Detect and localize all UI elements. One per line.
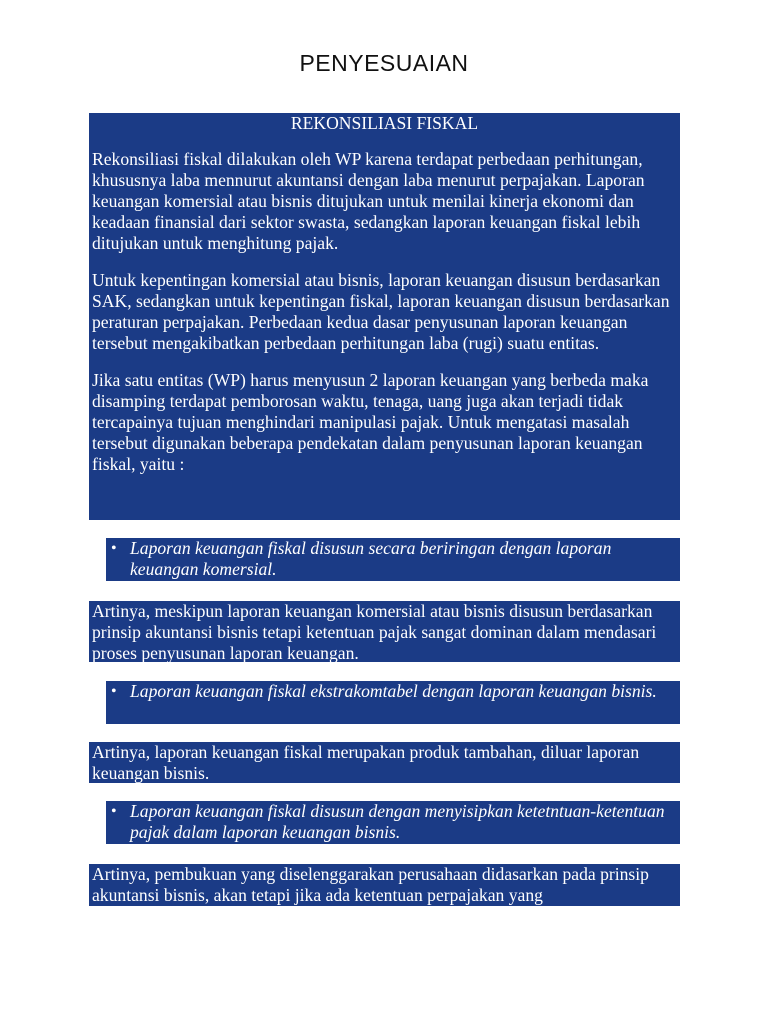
approach-explanation-3: Artinya, pembukuan yang diselenggarakan perusahaan didasarkan pada prinsip akuntansi bisnis, akan tetapi jika ada ketentuan perpajakan yang — [89, 864, 680, 906]
paragraph-1: Rekonsiliasi fiskal dilakukan oleh WP karena terdapat perbedaan perhitungan, khususnya laba mennurut akuntansi dengan laba menurut perpajakan. Laporan keuangan komersial atau bisnis ditujukan untuk menilai kinerja ekonomi dan keadaan finansial dari sektor swasta, sedangkan laporan keuangan fiskal lebih ditujukan untuk menghitung pajak. — [92, 149, 645, 253]
bullet-icon: • — [111, 540, 117, 557]
approach-title: Laporan keuangan fiskal ekstrakomtabel dengan laporan keuangan bisnis. — [130, 681, 657, 701]
approach-explanation-1: Artinya, meskipun laporan keuangan komersial atau bisnis disusun berdasarkan prinsip akuntansi bisnis tetapi ketentuan pajak sangat dominan dalam mendasari proses penyusunan laporan keuangan. — [89, 601, 680, 662]
approach-explanation-2: Artinya, laporan keuangan fiskal merupakan produk tambahan, diluar laporan keuangan bisnis. — [89, 742, 680, 783]
reconciliation-section — [89, 113, 680, 520]
paragraph-2: Untuk kepentingan komersial atau bisnis, laporan keuangan disusun berdasarkan SAK, sedangkan untuk kepentingan fiskal, laporan keuangan disusun berdasarkan peraturan perpajakan. Perbedaan kedua dasar penyusunan laporan keuangan tersebut mengakibatkan perbedaan perhitungan laba (rugi) suatu entitas. — [92, 270, 670, 353]
approach-item-2 — [106, 681, 680, 724]
approach-title: Laporan keuangan fiskal disusun dengan menyisipkan ketetntuan-ketentuan pajak dalam laporan keuangan bisnis. — [130, 801, 665, 842]
approach-item-3 — [106, 801, 680, 844]
approach-item-1 — [106, 538, 680, 581]
bullet-icon: • — [111, 683, 117, 700]
section-heading: REKONSILIASI FISKAL — [290, 113, 479, 133]
paragraph-3: Jika satu entitas (WP) harus menyusun 2 laporan keuangan yang berbeda maka disamping terdapat pemborosan waktu, tenaga, uang juga akan terjadi tidak tercapainya tujuan menghindari manipulasi pajak. Untuk mengatasi masalah tersebut digunakan beberapa pendekatan dalam penyusunan laporan keuangan fiskal, yaitu : — [92, 370, 649, 474]
bullet-icon: • — [111, 803, 117, 820]
page-title: PENYESUAIAN — [299, 50, 469, 76]
approach-title: Laporan keuangan fiskal disusun secara beriringan dengan laporan keuangan komersial. — [130, 538, 612, 579]
